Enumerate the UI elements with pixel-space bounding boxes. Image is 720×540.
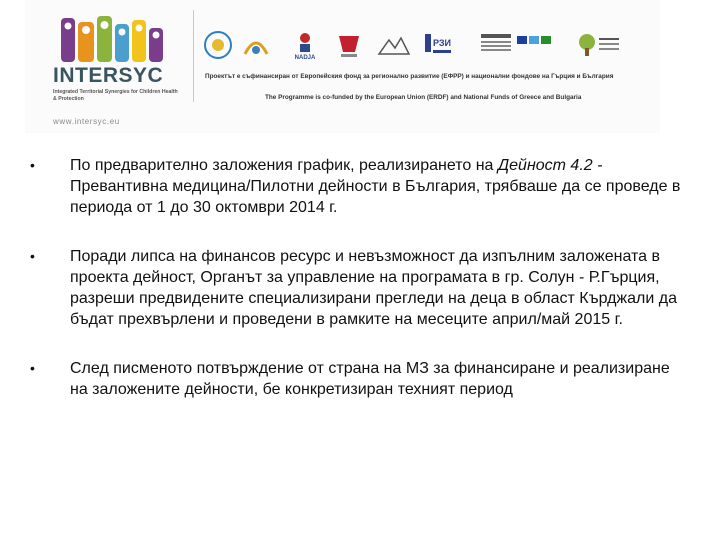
activity-name: Дейност 4.2 - <box>497 157 603 174</box>
partner-mountains-logo-icon <box>377 30 411 60</box>
programme-description: Проектът е съфинансиран от Европейския фонд за регионално развитие (ЕФРР) и национални фондове на Гърция и България <box>205 73 614 80</box>
funding-statement: The Programme is co-funded by the European Union (ERDF) and National Funds of Greece and Bulgaria <box>265 94 582 101</box>
bullet-text: След писменото потвърждение от страна на МЗ за финансиране и реализиране на заложените дейности, бе конкретизиран техният период <box>70 360 670 398</box>
rzi-logo-icon <box>423 30 453 60</box>
website-link[interactable]: www.intersyc.eu <box>53 117 120 126</box>
bullet-item-postponement <box>30 246 690 330</box>
bullet-marker: • <box>30 360 35 376</box>
svg-text:NADJA: NADJA <box>294 55 316 60</box>
bullet-list <box>30 155 690 400</box>
header-banner <box>25 0 660 133</box>
pisece-logo-icon <box>335 30 363 60</box>
partner-logos <box>203 30 623 68</box>
bullet-marker: • <box>30 248 35 264</box>
bullet-marker: • <box>30 157 35 173</box>
regional-health-logo-icon <box>203 30 233 60</box>
bullet-item-schedule <box>30 155 690 218</box>
eu-programme-logo-icon <box>481 30 551 60</box>
intersyc-logo[interactable] <box>45 8 180 128</box>
bullet-text: По предварително заложения график, реализирането на <box>70 157 498 174</box>
partner-logo-2-icon <box>241 30 271 60</box>
children-figures-icon <box>59 12 169 64</box>
bullet-text: Превантивна медицина/Пилотни дейности в България, трябваше да се проведе в периода от 1 до 30 октомври 2014 г. <box>70 178 681 216</box>
logo-subtitle: Integrated Territorial Synergies for Children Health & Protection <box>53 89 178 102</box>
svg-text:РЗИ: РЗИ <box>433 38 451 48</box>
bullet-text: Поради липса на финансов ресурс и невъзможност да изпълним заложената в проекта дейност, Органът за управление на програмата в гр. Солун - Р.Гърция, разреши предвидените специализирани прегледи на деца в област Кърджали да бъдат прехвърлени и проведени в рамките на месеците април/май 2015 г. <box>70 248 677 328</box>
header-divider <box>193 10 194 102</box>
partner-tree-logo-icon <box>575 30 619 60</box>
logo-text: INTERSYC <box>53 64 164 87</box>
bullet-item-confirmation <box>30 358 690 400</box>
nadja-logo-icon <box>291 30 319 60</box>
